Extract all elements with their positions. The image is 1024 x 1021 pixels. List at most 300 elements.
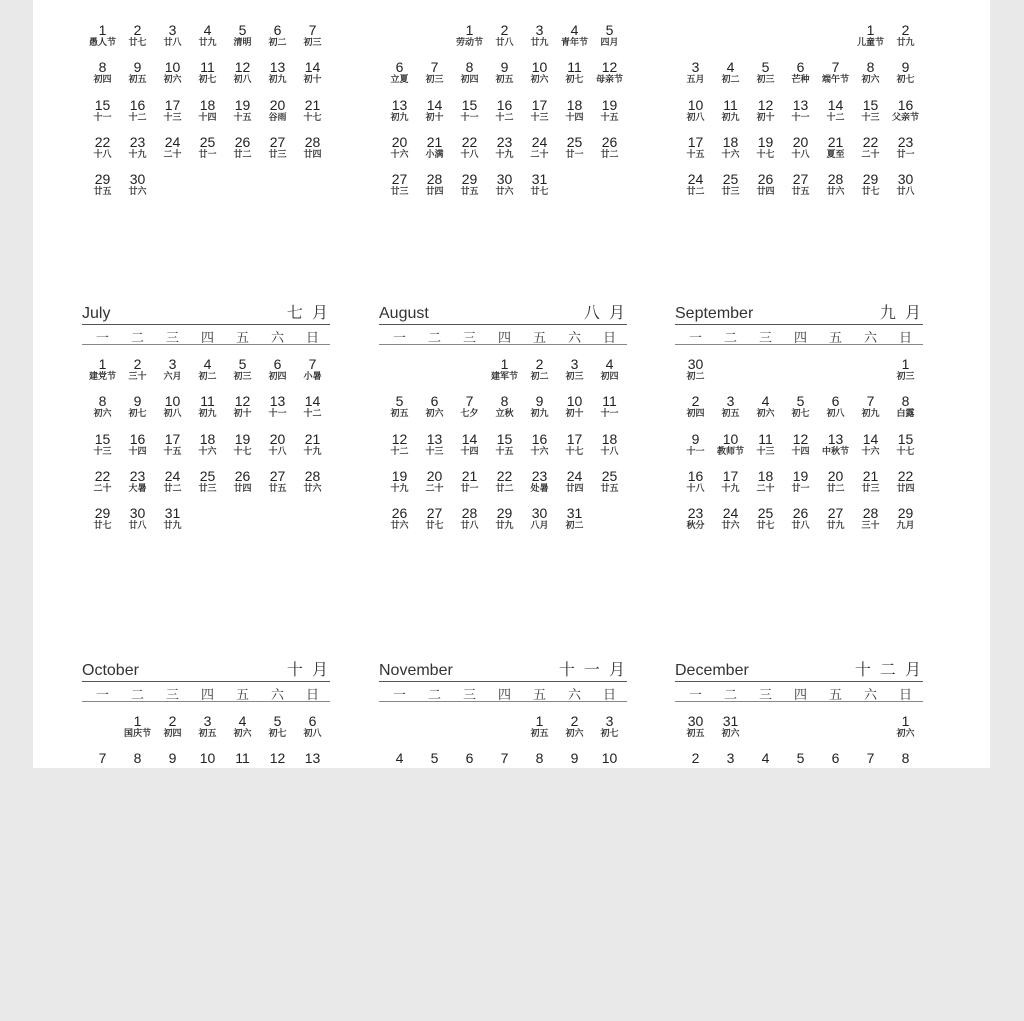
day-cell[interactable] xyxy=(225,97,260,124)
day-number: 11 xyxy=(602,393,617,410)
day-cell[interactable] xyxy=(487,97,522,124)
day-cell[interactable] xyxy=(678,171,713,198)
day-cell[interactable] xyxy=(225,59,260,86)
day-cell[interactable] xyxy=(487,393,522,420)
day-cell[interactable] xyxy=(260,750,295,766)
day-cell[interactable] xyxy=(452,468,487,495)
day-number: 9 xyxy=(133,59,142,76)
day-cell[interactable] xyxy=(487,22,522,49)
day-cell[interactable] xyxy=(713,171,748,198)
day-cell[interactable] xyxy=(260,393,295,420)
lunar-label: 十二 xyxy=(495,112,514,123)
day-cell[interactable] xyxy=(260,713,295,740)
day-cell[interactable] xyxy=(818,97,853,124)
day-cell[interactable] xyxy=(155,468,190,495)
day-cell[interactable] xyxy=(190,97,225,124)
day-cell[interactable] xyxy=(155,431,190,458)
day-cell[interactable] xyxy=(522,468,557,495)
month-header xyxy=(675,661,923,682)
day-cell[interactable] xyxy=(592,393,627,420)
day-cell[interactable] xyxy=(155,22,190,49)
day-cell[interactable] xyxy=(853,171,888,198)
day-cell[interactable] xyxy=(260,97,295,124)
day-cell[interactable] xyxy=(120,22,155,49)
day-cell[interactable] xyxy=(120,750,155,766)
day-cell[interactable] xyxy=(85,97,120,124)
day-cell[interactable] xyxy=(853,134,888,161)
day-cell[interactable] xyxy=(783,97,818,124)
day-cell[interactable] xyxy=(592,97,627,124)
day-cell[interactable] xyxy=(417,134,452,161)
day-number: 15 xyxy=(94,96,111,113)
day-cell[interactable] xyxy=(713,97,748,124)
day-cell[interactable] xyxy=(818,59,853,86)
day-cell[interactable] xyxy=(888,22,923,49)
day-number: 30 xyxy=(687,356,704,372)
day-cell[interactable] xyxy=(382,393,417,420)
day-cell[interactable] xyxy=(260,356,295,383)
lunar-label: 初四 xyxy=(163,729,182,739)
day-number: 4 xyxy=(605,356,614,372)
day-cell[interactable] xyxy=(853,59,888,86)
day-cell[interactable] xyxy=(888,393,923,420)
day-cell[interactable] xyxy=(557,750,592,766)
lunar-label: 十八 xyxy=(268,446,287,457)
day-cell[interactable] xyxy=(452,750,487,766)
day-cell[interactable] xyxy=(260,59,295,86)
day-cell[interactable] xyxy=(85,59,120,86)
day-cell[interactable] xyxy=(452,134,487,161)
day-number: 18 xyxy=(566,96,583,113)
day-cell[interactable] xyxy=(452,22,487,49)
day-cell[interactable] xyxy=(678,713,713,740)
day-cell[interactable] xyxy=(225,134,260,161)
day-cell[interactable] xyxy=(120,356,155,383)
day-cell[interactable] xyxy=(452,393,487,420)
day-cell[interactable] xyxy=(120,134,155,161)
day-cell[interactable] xyxy=(748,505,783,532)
lunar-label: 初五 xyxy=(495,75,514,86)
day-cell[interactable] xyxy=(190,468,225,495)
day-cell[interactable] xyxy=(85,171,120,198)
day-cell[interactable] xyxy=(155,505,190,532)
day-cell[interactable] xyxy=(190,134,225,161)
day-cell[interactable] xyxy=(592,750,627,766)
day-cell[interactable] xyxy=(783,134,818,161)
day-cell[interactable] xyxy=(487,59,522,86)
day-cell[interactable] xyxy=(155,59,190,86)
day-cell[interactable] xyxy=(190,356,225,383)
day-cell[interactable] xyxy=(260,468,295,495)
day-cell[interactable] xyxy=(295,59,330,86)
day-cell[interactable] xyxy=(295,431,330,458)
day-cell[interactable] xyxy=(678,97,713,124)
day-cell[interactable] xyxy=(713,393,748,420)
day-cell[interactable] xyxy=(190,393,225,420)
day-cell[interactable] xyxy=(295,468,330,495)
day-cell[interactable] xyxy=(713,134,748,161)
day-cell[interactable] xyxy=(818,468,853,495)
day-cell[interactable] xyxy=(853,97,888,124)
day-number: 5 xyxy=(238,356,247,372)
lunar-label: 十四 xyxy=(198,112,217,123)
day-number: 8 xyxy=(500,393,509,410)
day-number: 6 xyxy=(465,750,474,767)
day-cell[interactable] xyxy=(452,505,487,532)
day-cell[interactable] xyxy=(487,134,522,161)
day-number: 1 xyxy=(98,356,107,372)
day-cell[interactable] xyxy=(120,431,155,458)
lunar-label: 初二 xyxy=(198,372,217,382)
day-cell[interactable] xyxy=(853,468,888,495)
day-cell[interactable] xyxy=(748,171,783,198)
day-cell[interactable] xyxy=(85,356,120,383)
day-cell[interactable] xyxy=(557,134,592,161)
day-cell[interactable] xyxy=(678,505,713,532)
day-number: 13 xyxy=(827,430,844,447)
day-cell[interactable] xyxy=(225,750,260,766)
lunar-label: 建军节 xyxy=(490,372,518,382)
lunar-label: 初十 xyxy=(425,112,444,123)
weekday-label: 三 xyxy=(462,331,476,346)
day-cell[interactable] xyxy=(382,59,417,86)
day-cell[interactable] xyxy=(678,59,713,86)
day-cell[interactable] xyxy=(557,22,592,49)
day-cell[interactable] xyxy=(225,356,260,383)
weekday-label: 三 xyxy=(165,331,179,346)
day-number: 21 xyxy=(862,467,879,484)
weekday-label: 一 xyxy=(392,688,406,703)
day-number: 17 xyxy=(566,430,583,447)
day-cell[interactable] xyxy=(888,713,923,740)
day-cell[interactable] xyxy=(888,431,923,458)
day-cell[interactable] xyxy=(888,505,923,532)
day-cell[interactable] xyxy=(592,356,627,383)
day-cell[interactable] xyxy=(417,750,452,766)
day-cell[interactable] xyxy=(818,134,853,161)
day-cell[interactable] xyxy=(818,505,853,532)
day-cell[interactable] xyxy=(522,22,557,49)
lunar-label: 国庆节 xyxy=(123,729,151,739)
day-number: 18 xyxy=(601,430,618,447)
month-name-cn: 十 二 月 xyxy=(854,660,923,679)
day-cell[interactable] xyxy=(190,22,225,49)
weekday-label: 六 xyxy=(567,331,581,346)
day-cell[interactable] xyxy=(522,356,557,383)
day-cell[interactable] xyxy=(452,97,487,124)
day-cell[interactable] xyxy=(120,393,155,420)
day-cell[interactable] xyxy=(417,505,452,532)
day-number: 26 xyxy=(234,133,251,150)
day-cell[interactable] xyxy=(260,134,295,161)
day-cell[interactable] xyxy=(295,713,330,740)
day-cell[interactable] xyxy=(155,393,190,420)
day-cell[interactable] xyxy=(783,59,818,86)
day-cell[interactable] xyxy=(155,713,190,740)
lunar-label: 初八 xyxy=(163,409,182,420)
lunar-label: 廿二 xyxy=(233,149,252,160)
day-number: 11 xyxy=(200,59,215,76)
weekday-label: 三 xyxy=(165,688,179,703)
day-cell[interactable] xyxy=(783,171,818,198)
day-cell[interactable] xyxy=(417,431,452,458)
day-cell[interactable] xyxy=(853,22,888,49)
day-number: 3 xyxy=(726,750,735,767)
day-number: 8 xyxy=(535,750,544,767)
day-cell[interactable] xyxy=(120,97,155,124)
day-cell[interactable] xyxy=(713,431,748,458)
day-cell[interactable] xyxy=(225,22,260,49)
month-oct xyxy=(82,661,330,1021)
day-number: 18 xyxy=(757,467,774,484)
day-number: 28 xyxy=(426,171,443,188)
day-cell[interactable] xyxy=(382,134,417,161)
lunar-label: 十五 xyxy=(495,446,514,457)
day-cell[interactable] xyxy=(592,59,627,86)
lunar-label: 劳动节 xyxy=(455,38,483,48)
day-cell[interactable] xyxy=(748,59,783,86)
day-cell[interactable] xyxy=(713,59,748,86)
day-cell[interactable] xyxy=(713,468,748,495)
day-cell[interactable] xyxy=(853,750,888,766)
day-cell[interactable] xyxy=(783,468,818,495)
day-cell[interactable] xyxy=(557,97,592,124)
day-cell[interactable] xyxy=(522,171,557,198)
day-cell[interactable] xyxy=(678,356,713,383)
day-cell[interactable] xyxy=(120,171,155,198)
day-cell[interactable] xyxy=(678,750,713,766)
day-cell[interactable] xyxy=(888,59,923,86)
day-cell[interactable] xyxy=(382,468,417,495)
day-cell[interactable] xyxy=(382,505,417,532)
day-number: 1 xyxy=(535,713,544,729)
day-cell[interactable] xyxy=(452,431,487,458)
day-cell[interactable] xyxy=(417,59,452,86)
day-number: 2 xyxy=(570,713,579,729)
day-cell[interactable] xyxy=(713,505,748,532)
day-cell[interactable] xyxy=(487,750,522,766)
lunar-label: 廿七 xyxy=(93,521,112,532)
day-number: 16 xyxy=(496,96,513,113)
day-cell[interactable] xyxy=(85,505,120,532)
day-cell[interactable] xyxy=(522,431,557,458)
day-cell[interactable] xyxy=(225,713,260,740)
day-cell[interactable] xyxy=(382,171,417,198)
month-aug xyxy=(379,304,627,664)
lunar-label: 十三 xyxy=(756,446,775,457)
day-cell[interactable] xyxy=(853,431,888,458)
day-number: 1 xyxy=(98,22,107,38)
lunar-label: 二十 xyxy=(861,149,880,160)
lunar-label: 四月 xyxy=(600,38,619,48)
day-number: 16 xyxy=(531,430,548,447)
day-cell[interactable] xyxy=(678,468,713,495)
day-cell[interactable] xyxy=(783,505,818,532)
day-cell[interactable] xyxy=(748,97,783,124)
day-cell[interactable] xyxy=(120,468,155,495)
day-cell[interactable] xyxy=(853,505,888,532)
day-cell[interactable] xyxy=(818,750,853,766)
lunar-label: 十一 xyxy=(268,409,287,420)
day-cell[interactable] xyxy=(557,505,592,532)
day-cell[interactable] xyxy=(190,431,225,458)
lunar-label: 初三 xyxy=(425,75,444,86)
day-cell[interactable] xyxy=(748,468,783,495)
day-cell[interactable] xyxy=(748,750,783,766)
lunar-label: 廿八 xyxy=(460,521,479,532)
day-cell[interactable] xyxy=(417,171,452,198)
day-cell[interactable] xyxy=(592,468,627,495)
day-cell[interactable] xyxy=(487,505,522,532)
day-cell[interactable] xyxy=(713,713,748,740)
lunar-label: 小暑 xyxy=(303,372,322,382)
day-number: 7 xyxy=(866,750,875,767)
day-cell[interactable] xyxy=(260,431,295,458)
day-cell[interactable] xyxy=(783,431,818,458)
day-cell[interactable] xyxy=(452,59,487,86)
day-cell[interactable] xyxy=(155,356,190,383)
day-number: 13 xyxy=(269,393,286,410)
day-cell[interactable] xyxy=(522,750,557,766)
day-cell[interactable] xyxy=(888,750,923,766)
day-cell[interactable] xyxy=(678,393,713,420)
day-cell[interactable] xyxy=(713,750,748,766)
day-cell[interactable] xyxy=(225,393,260,420)
day-cell[interactable] xyxy=(888,171,923,198)
lunar-label: 初六 xyxy=(425,409,444,420)
day-cell[interactable] xyxy=(557,431,592,458)
day-cell[interactable] xyxy=(382,750,417,766)
day-cell[interactable] xyxy=(295,393,330,420)
day-cell[interactable] xyxy=(295,97,330,124)
day-cell[interactable] xyxy=(417,468,452,495)
day-cell[interactable] xyxy=(748,431,783,458)
day-cell[interactable] xyxy=(487,171,522,198)
day-cell[interactable] xyxy=(85,750,120,766)
day-number: 28 xyxy=(862,505,879,522)
day-cell[interactable] xyxy=(260,22,295,49)
day-number: 7 xyxy=(430,59,439,76)
day-cell[interactable] xyxy=(783,750,818,766)
day-cell[interactable] xyxy=(522,59,557,86)
day-cell[interactable] xyxy=(678,431,713,458)
day-cell[interactable] xyxy=(888,468,923,495)
lunar-label: 初五 xyxy=(390,409,409,420)
day-cell[interactable] xyxy=(225,431,260,458)
day-cell[interactable] xyxy=(557,468,592,495)
day-cell[interactable] xyxy=(417,97,452,124)
day-cell[interactable] xyxy=(522,97,557,124)
day-cell[interactable] xyxy=(225,468,260,495)
day-cell[interactable] xyxy=(295,134,330,161)
day-cell[interactable] xyxy=(522,134,557,161)
day-cell[interactable] xyxy=(85,22,120,49)
day-cell[interactable] xyxy=(783,393,818,420)
day-number: 30 xyxy=(531,505,548,522)
day-cell[interactable] xyxy=(85,468,120,495)
day-cell[interactable] xyxy=(295,22,330,49)
day-number: 1 xyxy=(901,713,910,729)
day-cell[interactable] xyxy=(487,356,522,383)
day-cell[interactable] xyxy=(522,713,557,740)
day-cell[interactable] xyxy=(592,431,627,458)
day-cell[interactable] xyxy=(888,134,923,161)
day-cell[interactable] xyxy=(748,393,783,420)
day-cell[interactable] xyxy=(382,97,417,124)
day-number: 3 xyxy=(726,393,735,410)
day-cell[interactable] xyxy=(888,97,923,124)
day-cell[interactable] xyxy=(487,431,522,458)
day-cell[interactable] xyxy=(557,59,592,86)
lunar-label: 十六 xyxy=(721,149,740,160)
day-cell[interactable] xyxy=(818,431,853,458)
day-cell[interactable] xyxy=(190,59,225,86)
weekday-label: 二 xyxy=(427,331,441,346)
day-cell[interactable] xyxy=(155,134,190,161)
day-cell[interactable] xyxy=(748,134,783,161)
day-number: 8 xyxy=(465,59,474,76)
day-cell[interactable] xyxy=(888,356,923,383)
day-cell[interactable] xyxy=(853,393,888,420)
day-cell[interactable] xyxy=(557,393,592,420)
day-number: 11 xyxy=(567,59,582,76)
day-number: 15 xyxy=(94,430,111,447)
lunar-label: 初二 xyxy=(268,38,287,48)
day-cell[interactable] xyxy=(190,750,225,766)
day-cell[interactable] xyxy=(592,134,627,161)
weekday-label: 五 xyxy=(532,688,546,703)
day-cell[interactable] xyxy=(522,505,557,532)
day-cell[interactable] xyxy=(120,505,155,532)
lunar-label: 廿九 xyxy=(163,521,182,532)
day-number: 25 xyxy=(601,467,618,484)
lunar-label: 十三 xyxy=(425,446,444,457)
day-cell[interactable] xyxy=(295,750,330,766)
day-cell[interactable] xyxy=(120,713,155,740)
day-cell[interactable] xyxy=(85,393,120,420)
day-cell[interactable] xyxy=(120,59,155,86)
day-cell[interactable] xyxy=(487,468,522,495)
weekday-label: 日 xyxy=(305,688,319,703)
month-name-cn: 十 一 月 xyxy=(558,660,627,679)
lunar-label: 初四 xyxy=(460,75,479,86)
day-cell[interactable] xyxy=(522,393,557,420)
day-cell[interactable] xyxy=(592,713,627,740)
day-cell[interactable] xyxy=(155,97,190,124)
day-cell[interactable] xyxy=(818,393,853,420)
day-cell[interactable] xyxy=(85,431,120,458)
lunar-label: 廿一 xyxy=(565,149,584,160)
weekday-label: 六 xyxy=(863,688,877,703)
day-cell[interactable] xyxy=(155,750,190,766)
day-cell[interactable] xyxy=(818,171,853,198)
day-cell[interactable] xyxy=(417,393,452,420)
day-cell[interactable] xyxy=(190,713,225,740)
day-cell[interactable] xyxy=(557,713,592,740)
day-number: 13 xyxy=(792,96,809,113)
lunar-label: 廿四 xyxy=(303,149,322,160)
day-cell[interactable] xyxy=(452,171,487,198)
lunar-label: 十七 xyxy=(233,446,252,457)
day-cell[interactable] xyxy=(592,22,627,49)
month-dec xyxy=(675,661,923,1021)
day-cell[interactable] xyxy=(382,431,417,458)
day-cell[interactable] xyxy=(557,356,592,383)
day-cell[interactable] xyxy=(85,134,120,161)
day-cell[interactable] xyxy=(678,134,713,161)
day-cell[interactable] xyxy=(295,356,330,383)
lunar-label: 六月 xyxy=(163,372,182,382)
